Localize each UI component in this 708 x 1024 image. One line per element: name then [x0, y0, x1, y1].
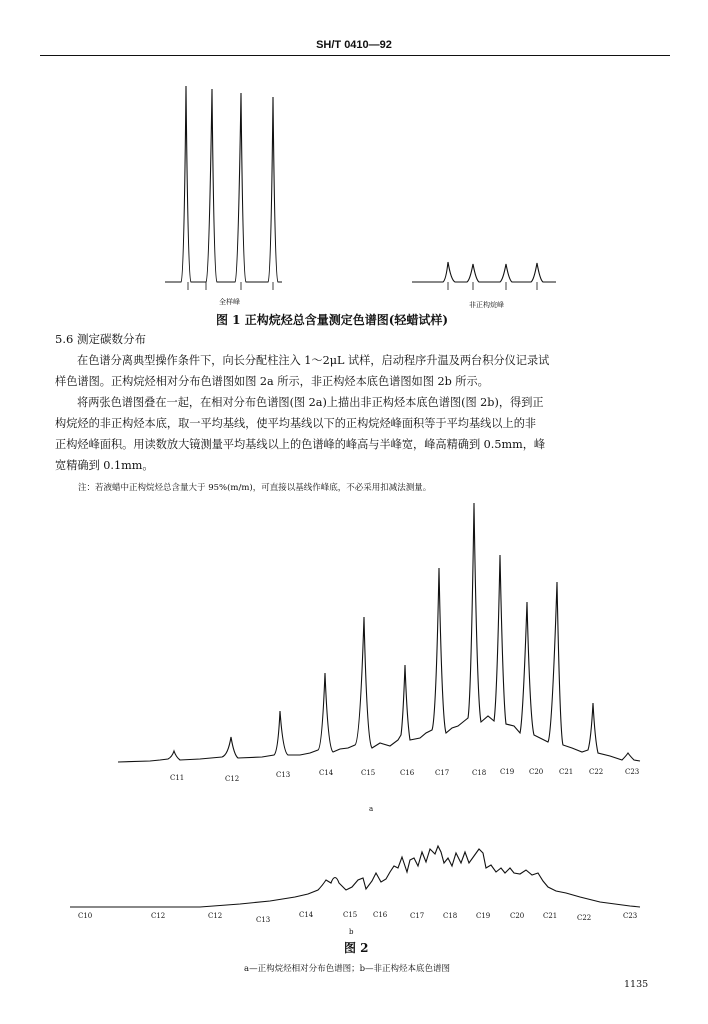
figure1-left-label: 全样峰 [219, 298, 240, 306]
fig2a-label-c11: C11 [170, 774, 185, 782]
para2-line1: 将两张色谱图叠在一起，在相对分布色谱图(图 2a)上描出非正构烃本底色谱图(图 2b)，得到正 [77, 396, 544, 409]
fig2a-label-c12: C12 [225, 775, 240, 783]
para2-line2: 构烷烃的非正构烃本底，取一平均基线，使平均基线以下的正构烷烃峰面积等于平均基线以上的非 [55, 417, 537, 430]
fig2b-label-c16: C16 [373, 911, 388, 919]
fig2b-label-c22: C22 [577, 914, 592, 922]
fig2a-letter: a [369, 805, 374, 813]
fig2b-label-c15: C15 [343, 911, 358, 919]
figure2a-trace [118, 503, 640, 762]
document-header: SH/T 0410—92 [316, 39, 392, 51]
fig2b-label-c17: C17 [410, 912, 425, 920]
fig2b-label-c12b: C12 [208, 912, 223, 920]
para2-line4: 宽精确到 0.1mm。 [55, 459, 154, 472]
fig2a-label-c18: C18 [472, 769, 487, 777]
fig2a-label-c16: C16 [400, 769, 415, 777]
para1-line1: 在色谱分离典型操作条件下，向长分配柱注入 1～2μL 试样，启动程序升温及两台积分仪记录试 [77, 354, 550, 367]
fig2b-label-c13: C13 [256, 916, 271, 924]
fig2b-label-c20: C20 [510, 912, 525, 920]
fig2b-letter: b [349, 928, 354, 936]
fig2b-label-c21: C21 [543, 912, 558, 920]
fig2a-label-c13: C13 [276, 771, 291, 779]
fig2b-label-c12a: C12 [151, 912, 166, 920]
para2-line3: 正构烃峰面积。用读数放大镜测量平均基线以上的色谱峰的峰高与半峰宽，峰高精确到 0.5mm，峰 [55, 438, 546, 451]
section-heading: 5.6 测定碳数分布 [55, 332, 146, 346]
figure2b-trace [70, 846, 640, 907]
figure2-subcaption: a—正构烷烃相对分布色谱图；b—非正构烃本底色谱图 [244, 964, 451, 974]
fig2b-label-c10: C10 [78, 912, 93, 920]
figure1-caption: 图 1 正构烷烃总含量测定色谱图(轻蜡试样) [216, 313, 449, 327]
fig2a-label-c20: C20 [529, 768, 544, 776]
para1-line2: 样色谱图。正构烷烃相对分布色谱图如图 2a 所示，非正构烃本底色谱图如图 2b 所示。 [55, 375, 489, 388]
section-note: 注：若液蜡中正构烷烃总含量大于 95%(m/m)，可直接以基线作峰底，不必采用扣减法测量。 [78, 483, 432, 493]
fig2b-label-c14: C14 [299, 911, 314, 919]
figure1-right-label: 非正构烷峰 [469, 301, 504, 309]
fig2a-label-c15: C15 [361, 769, 376, 777]
fig2a-label-c21: C21 [559, 768, 574, 776]
fig2b-label-c23: C23 [623, 912, 638, 920]
page-number: 1135 [624, 979, 649, 990]
fig2a-label-c17: C17 [435, 769, 450, 777]
fig2a-label-c22: C22 [589, 768, 604, 776]
fig2a-label-c19: C19 [500, 768, 515, 776]
fig2b-label-c18: C18 [443, 912, 458, 920]
fig2b-label-c19: C19 [476, 912, 491, 920]
fig2a-label-c23: C23 [625, 768, 640, 776]
figure2-caption: 图 2 [344, 941, 369, 955]
fig2a-label-c14: C14 [319, 769, 334, 777]
